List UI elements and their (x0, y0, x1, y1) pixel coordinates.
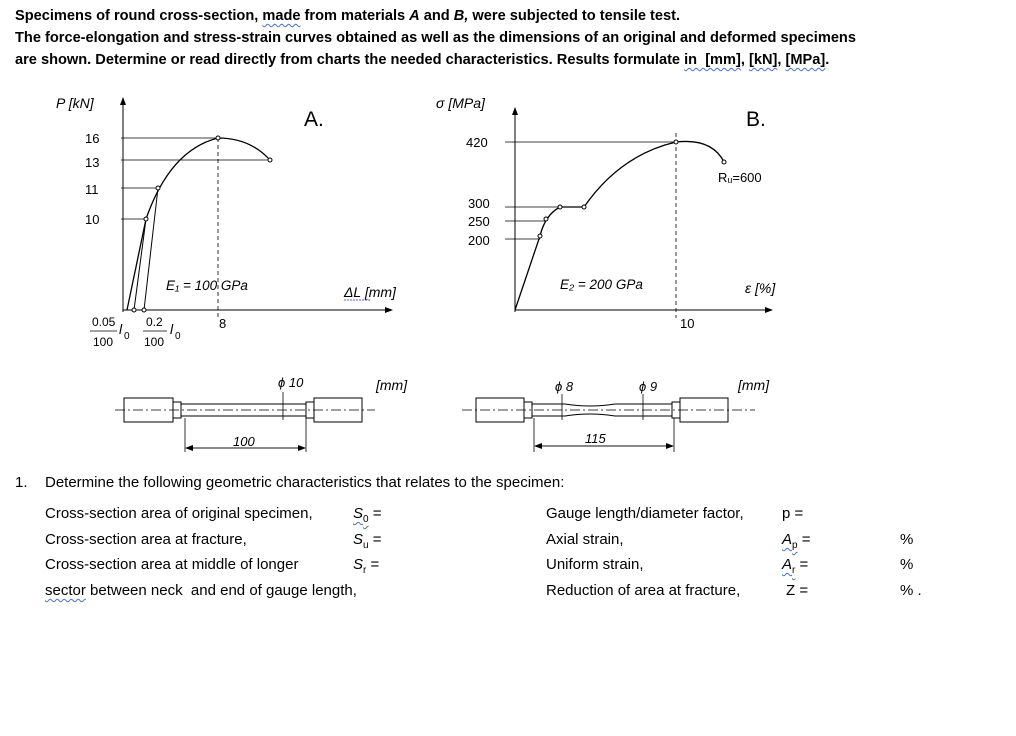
specimen-b (462, 377, 770, 452)
chart-b-y-axis-label: σ [MPa] (436, 95, 485, 111)
chart-a-tick-11: 11 (85, 182, 99, 197)
svg-text:100: 100 (144, 335, 165, 349)
specimen-a (115, 375, 408, 452)
chart-a-fraction-2 (143, 315, 181, 349)
left-row-3-symbol: $S_r$ = (353, 556, 380, 576)
specimen-a-diameter: ϕ 10 (278, 375, 304, 390)
left-row-2-label: Cross-section area at fracture, (45, 531, 247, 548)
right-row-4-symbol: Z = (786, 582, 809, 599)
left-row-4-label: sector between neck and end of gauge length, (45, 582, 357, 599)
chart-a-x-tick-8: 8 (219, 316, 227, 331)
svg-text:0.2: 0.2 (146, 315, 163, 329)
svg-text:l: l (170, 321, 174, 337)
right-row-2-label: Axial strain, (546, 531, 624, 548)
right-row-4-label: Reduction of area at fracture, (546, 582, 741, 599)
specimen-b-diameter-1: ϕ 8 (555, 379, 574, 394)
intro-line-3: are shown. Determine or read directly from charts the needed characteristics. Results formulate in [mm], [kN], [MPa]. (15, 52, 830, 68)
specimen-b-unit: [mm] (738, 377, 770, 393)
right-row-2-symbol: $A_p$ = (782, 531, 811, 551)
chart-b-tick-200: 200 (468, 233, 490, 248)
chart-a-tick-13: 13 (85, 155, 100, 170)
right-row-1-label: Gauge length/diameter factor, (546, 505, 744, 522)
chart-b-label: B. (746, 108, 766, 131)
left-row-1-label: Cross-section area of original specimen, (45, 505, 313, 522)
left-row-3-label: Cross-section area at middle of longer (45, 556, 299, 573)
chart-b-tick-300: 300 (468, 196, 490, 211)
chart-b-modulus: E₂ = 200 GPa (560, 277, 643, 292)
chart-a-y-axis-label: P [kN] (56, 95, 94, 111)
right-row-2-unit: % (900, 531, 914, 548)
specimen-a-unit: [mm] (376, 377, 408, 393)
chart-b-ru: Rᵤ=600 (718, 170, 762, 185)
right-row-3-unit: % (900, 556, 914, 573)
question-number: 1. (15, 474, 28, 491)
svg-text:l: l (119, 321, 123, 337)
intro-line-2: The force-elongation and stress-strain curves obtained as well as the dimensions of an original and deformed specimens (15, 30, 856, 46)
right-row-3-label: Uniform strain, (546, 556, 644, 573)
svg-text:0.05: 0.05 (92, 315, 116, 329)
chart-a-x-axis-label: ΔL [mm] (344, 284, 396, 300)
svg-text:0: 0 (175, 331, 181, 342)
right-row-3-symbol: $A_r$ = (782, 556, 809, 576)
right-row-4-unit: % . (900, 582, 922, 599)
svg-text:0: 0 (124, 331, 130, 342)
chart-a-label: A. (304, 108, 324, 131)
left-row-2-symbol: $S_u$ = (353, 531, 382, 551)
chart-b-tick-420: 420 (466, 135, 488, 150)
chart-b (436, 95, 776, 331)
chart-b-tick-250: 250 (468, 214, 490, 229)
specimen-a-length: 100 (233, 434, 255, 449)
specimen-b-diameter-2: ϕ 9 (639, 379, 658, 394)
chart-a-modulus: E₁ = 100 GPa (166, 278, 248, 293)
right-row-1-symbol: p = (782, 505, 804, 522)
chart-a-fraction-1 (90, 315, 130, 349)
chart-b-x-tick-10: 10 (680, 316, 695, 331)
left-row-1-symbol: $S_0$ = (353, 505, 382, 525)
svg-text:100: 100 (93, 335, 114, 349)
chart-a (56, 95, 397, 349)
chart-a-tick-16: 16 (85, 131, 100, 146)
specimen-b-length: 115 (585, 431, 606, 446)
chart-a-tick-10: 10 (85, 212, 100, 227)
question-heading: Determine the following geometric characteristics that relates to the specimen: (45, 474, 565, 491)
chart-b-x-axis-label: ε [%] (745, 280, 776, 296)
intro-line-1: Specimens of round cross-section, made from materials A and B, were subjected to tensile test. (15, 8, 681, 24)
